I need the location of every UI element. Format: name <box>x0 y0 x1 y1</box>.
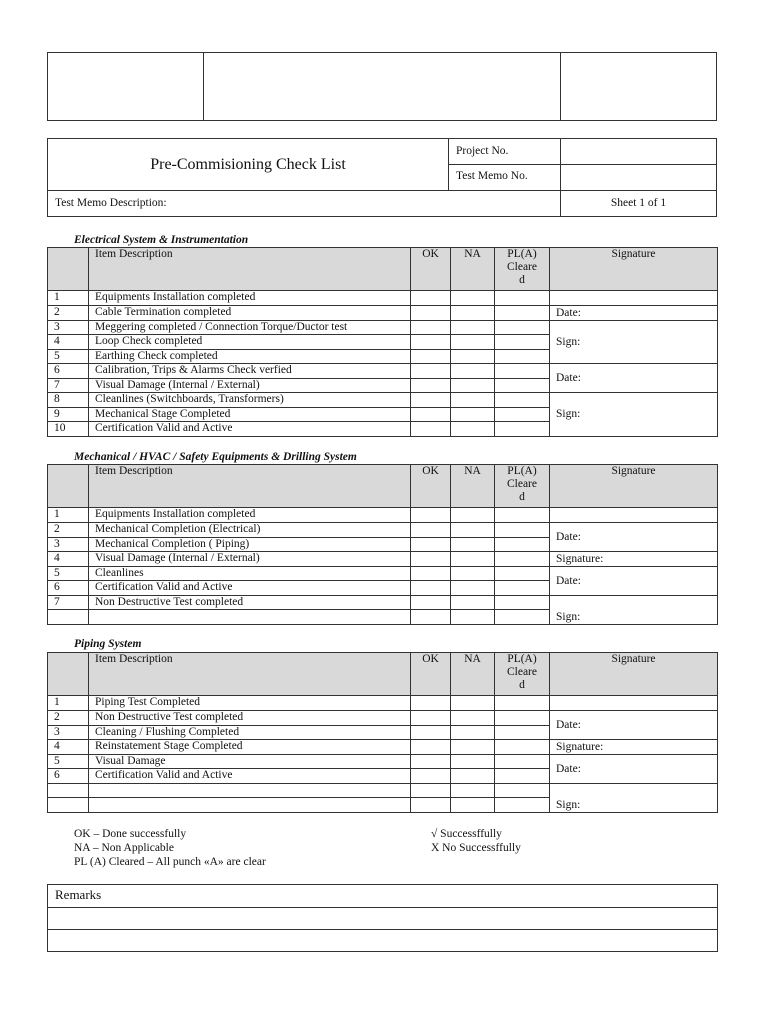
test-memo-no-label: Test Memo No. <box>456 170 528 182</box>
ok-cell[interactable] <box>411 306 451 321</box>
pl-header-line-2: Cleare <box>506 261 537 273</box>
row-number: 6 <box>48 581 89 596</box>
table-row <box>48 393 718 408</box>
table-row <box>48 596 718 610</box>
ok-cell[interactable] <box>411 538 451 552</box>
top-header-divider-1 <box>203 53 204 120</box>
pl-cell[interactable] <box>495 422 550 437</box>
row-description <box>89 784 411 798</box>
table-header-row <box>48 248 718 291</box>
pl-cell[interactable] <box>495 769 550 784</box>
pl-cell[interactable] <box>495 784 550 798</box>
column-header-pl <box>495 653 550 696</box>
pl-cell[interactable] <box>495 711 550 726</box>
signature-date-cell[interactable]: Date: <box>550 711 718 740</box>
ok-cell[interactable] <box>411 523 451 538</box>
row-number <box>48 798 89 813</box>
signature-sign-cell[interactable]: Sign: <box>550 393 718 437</box>
row-description: Cleanlines <box>89 567 411 581</box>
row-description: Equipments Installation completed <box>89 508 411 523</box>
ok-cell[interactable] <box>411 408 451 422</box>
row-number: 4 <box>48 740 89 755</box>
column-header-signature: Signature <box>550 465 718 508</box>
table-row <box>48 306 718 321</box>
na-cell[interactable] <box>451 306 495 321</box>
row-description: Piping Test Completed <box>89 696 411 711</box>
signature-cell[interactable] <box>550 508 718 523</box>
na-cell[interactable] <box>451 291 495 306</box>
row-number: 6 <box>48 769 89 784</box>
ok-cell[interactable] <box>411 769 451 784</box>
legend-no-success: X No Successffully <box>431 842 521 854</box>
pl-header-line-3: d <box>519 491 525 503</box>
pl-cell[interactable] <box>495 538 550 552</box>
ok-cell[interactable] <box>411 422 451 437</box>
ok-cell[interactable] <box>411 364 451 379</box>
column-header-item: Item Description <box>89 653 411 696</box>
row-number: 2 <box>48 523 89 538</box>
row-number: 8 <box>48 393 89 408</box>
signature-signature-cell[interactable]: Signature: <box>550 552 718 567</box>
column-header-na: NA <box>451 465 495 508</box>
row-description: Earthing Check completed <box>89 350 411 364</box>
pl-cell[interactable] <box>495 610 550 625</box>
row-description: Certification Valid and Active <box>89 769 411 784</box>
na-cell[interactable] <box>451 379 495 393</box>
row-description: Equipments Installation completed <box>89 291 411 306</box>
checklist-table-piping <box>47 652 718 813</box>
na-cell[interactable] <box>451 335 495 350</box>
pl-cell[interactable] <box>495 696 550 711</box>
na-cell[interactable] <box>451 567 495 581</box>
row-description: Cable Termination completed <box>89 306 411 321</box>
na-cell[interactable] <box>451 523 495 538</box>
header-no-cell <box>48 653 89 696</box>
legend-ok: OK – Done successfully <box>74 828 187 840</box>
row-number: 7 <box>48 379 89 393</box>
row-number: 9 <box>48 408 89 422</box>
row-number: 1 <box>48 696 89 711</box>
pl-header-line-1: PL(A) <box>507 465 537 477</box>
table-row <box>48 740 718 755</box>
column-header-ok: OK <box>411 653 451 696</box>
header-no-cell <box>48 465 89 508</box>
signature-sign-cell[interactable]: Sign: <box>550 596 718 625</box>
remarks-box <box>47 884 718 952</box>
na-cell[interactable] <box>451 393 495 408</box>
na-cell[interactable] <box>451 422 495 437</box>
column-header-na: NA <box>451 248 495 291</box>
row-description: Loop Check completed <box>89 335 411 350</box>
pl-header-line-1: PL(A) <box>507 653 537 665</box>
project-no-field[interactable] <box>561 140 715 163</box>
pl-cell[interactable] <box>495 306 550 321</box>
column-header-na: NA <box>451 653 495 696</box>
row-description <box>89 798 411 813</box>
table-row <box>48 364 718 379</box>
na-cell[interactable] <box>451 350 495 364</box>
na-cell[interactable] <box>451 596 495 610</box>
table-row <box>48 711 718 726</box>
pl-header-line-1: PL(A) <box>507 248 537 260</box>
row-description: Cleanlines (Switchboards, Transformers) <box>89 393 411 408</box>
signature-date-cell[interactable]: Date: <box>550 755 718 784</box>
na-cell[interactable] <box>451 769 495 784</box>
project-no-label: Project No. <box>456 145 509 157</box>
row-description: Mechanical Completion ( Piping) <box>89 538 411 552</box>
column-header-signature: Signature <box>550 653 718 696</box>
na-cell[interactable] <box>451 711 495 726</box>
top-header-divider-2 <box>560 53 561 120</box>
ok-cell[interactable] <box>411 784 451 798</box>
row-number: 4 <box>48 335 89 350</box>
signature-date-cell[interactable]: Date: <box>550 523 718 552</box>
pl-cell[interactable] <box>495 508 550 523</box>
remarks-line-1[interactable] <box>48 907 717 930</box>
header-no-cell <box>48 248 89 291</box>
na-cell[interactable] <box>451 726 495 740</box>
pl-cell[interactable] <box>495 335 550 350</box>
table-header-row <box>48 653 718 696</box>
row-description: Visual Damage (Internal / External) <box>89 379 411 393</box>
signature-date-cell[interactable]: Date: <box>550 306 718 321</box>
pl-cell[interactable] <box>495 321 550 335</box>
column-header-ok: OK <box>411 248 451 291</box>
pl-cell[interactable] <box>495 726 550 740</box>
table-row <box>48 508 718 523</box>
legend-pl: PL (A) Cleared – All punch «A» are clear <box>74 856 266 868</box>
table-row <box>48 567 718 581</box>
row-number: 4 <box>48 552 89 567</box>
pl-cell[interactable] <box>495 523 550 538</box>
pl-header-line-2: Cleare <box>506 666 537 678</box>
ok-cell[interactable] <box>411 711 451 726</box>
na-cell[interactable] <box>451 581 495 596</box>
na-cell[interactable] <box>451 784 495 798</box>
row-number <box>48 610 89 625</box>
title-block-hline-1 <box>448 164 716 165</box>
section-title-piping: Piping System <box>74 638 142 650</box>
pl-header-line-3: d <box>519 679 525 691</box>
table-row <box>48 696 718 711</box>
na-cell[interactable] <box>451 696 495 711</box>
checklist-table-electrical <box>47 247 718 437</box>
ok-cell[interactable] <box>411 379 451 393</box>
column-header-ok: OK <box>411 465 451 508</box>
signature-sign-cell[interactable]: Sign: <box>550 784 718 813</box>
row-number: 1 <box>48 508 89 523</box>
column-header-item: Item Description <box>89 248 411 291</box>
ok-cell[interactable] <box>411 335 451 350</box>
row-description: Non Destructive Test completed <box>89 596 411 610</box>
column-header-pl <box>495 248 550 291</box>
row-number: 2 <box>48 306 89 321</box>
legend-success: √ Successffully <box>431 828 502 840</box>
checklist-table-mechanical <box>47 464 718 625</box>
legend-na: NA – Non Applicable <box>74 842 174 854</box>
ok-cell[interactable] <box>411 581 451 596</box>
ok-cell[interactable] <box>411 552 451 567</box>
na-cell[interactable] <box>451 538 495 552</box>
table-row <box>48 321 718 335</box>
pl-cell[interactable] <box>495 581 550 596</box>
pl-cell[interactable] <box>495 350 550 364</box>
title-block-hline-2 <box>48 190 716 191</box>
signature-sign-cell[interactable]: Sign: <box>550 321 718 364</box>
row-number: 3 <box>48 321 89 335</box>
title-block <box>47 138 717 217</box>
signature-cell[interactable] <box>550 696 718 711</box>
top-header-box <box>47 52 717 121</box>
row-number: 5 <box>48 567 89 581</box>
na-cell[interactable] <box>451 321 495 335</box>
ok-cell[interactable] <box>411 726 451 740</box>
row-description <box>89 610 411 625</box>
table-row <box>48 552 718 567</box>
row-number: 10 <box>48 422 89 437</box>
ok-cell[interactable] <box>411 321 451 335</box>
ok-cell[interactable] <box>411 755 451 769</box>
na-cell[interactable] <box>451 610 495 625</box>
pl-cell[interactable] <box>495 567 550 581</box>
na-cell[interactable] <box>451 364 495 379</box>
ok-cell[interactable] <box>411 798 451 813</box>
pl-cell[interactable] <box>495 408 550 422</box>
row-description: Meggering completed / Connection Torque/Ductor test <box>89 321 411 335</box>
legend-right <box>431 827 521 855</box>
pl-cell[interactable] <box>495 291 550 306</box>
row-description: Visual Damage (Internal / External) <box>89 552 411 567</box>
row-number: 5 <box>48 755 89 769</box>
ok-cell[interactable] <box>411 350 451 364</box>
section-title-electrical: Electrical System & Instrumentation <box>74 234 249 246</box>
row-number: 6 <box>48 364 89 379</box>
row-number: 2 <box>48 711 89 726</box>
section-title-mechanical: Mechanical / HVAC / Safety Equipments & Drilling System <box>74 451 357 463</box>
row-number <box>48 784 89 798</box>
row-description: Mechanical Completion (Electrical) <box>89 523 411 538</box>
table-row <box>48 784 718 798</box>
ok-cell[interactable] <box>411 740 451 755</box>
test-memo-no-field[interactable] <box>561 166 715 189</box>
column-header-signature: Signature <box>550 248 718 291</box>
ok-cell[interactable] <box>411 567 451 581</box>
row-description: Certification Valid and Active <box>89 422 411 437</box>
row-number: 1 <box>48 291 89 306</box>
page-title: Pre-Commisioning Check List <box>150 156 346 173</box>
ok-cell[interactable] <box>411 291 451 306</box>
legend-left <box>74 827 266 869</box>
sheet-number: Sheet 1 of 1 <box>610 197 667 209</box>
row-number: 7 <box>48 596 89 610</box>
ok-cell[interactable] <box>411 508 451 523</box>
pl-cell[interactable] <box>495 755 550 769</box>
pl-header-line-3: d <box>519 274 525 286</box>
signature-date-cell[interactable]: Date: <box>550 567 718 596</box>
row-description: Cleaning / Flushing Completed <box>89 726 411 740</box>
ok-cell[interactable] <box>411 696 451 711</box>
na-cell[interactable] <box>451 508 495 523</box>
row-number: 5 <box>48 350 89 364</box>
row-description: Calibration, Trips & Alarms Check verfied <box>89 364 411 379</box>
row-number: 3 <box>48 726 89 740</box>
pl-cell[interactable] <box>495 393 550 408</box>
pl-cell[interactable] <box>495 379 550 393</box>
pl-cell[interactable] <box>495 364 550 379</box>
row-description: Certification Valid and Active <box>89 581 411 596</box>
pl-cell[interactable] <box>495 596 550 610</box>
table-row <box>48 755 718 769</box>
remarks-label: Remarks <box>55 887 102 902</box>
table-row <box>48 291 718 306</box>
row-description: Visual Damage <box>89 755 411 769</box>
row-number: 3 <box>48 538 89 552</box>
table-header-row <box>48 465 718 508</box>
signature-date-cell[interactable]: Date: <box>550 364 718 393</box>
table-row <box>48 523 718 538</box>
row-description: Mechanical Stage Completed <box>89 408 411 422</box>
signature-cell[interactable] <box>550 291 718 306</box>
row-description: Non Destructive Test completed <box>89 711 411 726</box>
remarks-line-2[interactable] <box>48 929 717 952</box>
row-description: Reinstatement Stage Completed <box>89 740 411 755</box>
na-cell[interactable] <box>451 755 495 769</box>
ok-cell[interactable] <box>411 393 451 408</box>
ok-cell[interactable] <box>411 596 451 610</box>
signature-signature-cell[interactable]: Signature: <box>550 740 718 755</box>
pl-cell[interactable] <box>495 740 550 755</box>
test-memo-description-label: Test Memo Description: <box>55 197 167 209</box>
pl-cell[interactable] <box>495 798 550 813</box>
ok-cell[interactable] <box>411 610 451 625</box>
na-cell[interactable] <box>451 408 495 422</box>
pl-header-line-2: Cleare <box>506 478 537 490</box>
pl-cell[interactable] <box>495 552 550 567</box>
column-header-pl <box>495 465 550 508</box>
na-cell[interactable] <box>451 740 495 755</box>
column-header-item: Item Description <box>89 465 411 508</box>
na-cell[interactable] <box>451 552 495 567</box>
na-cell[interactable] <box>451 798 495 813</box>
